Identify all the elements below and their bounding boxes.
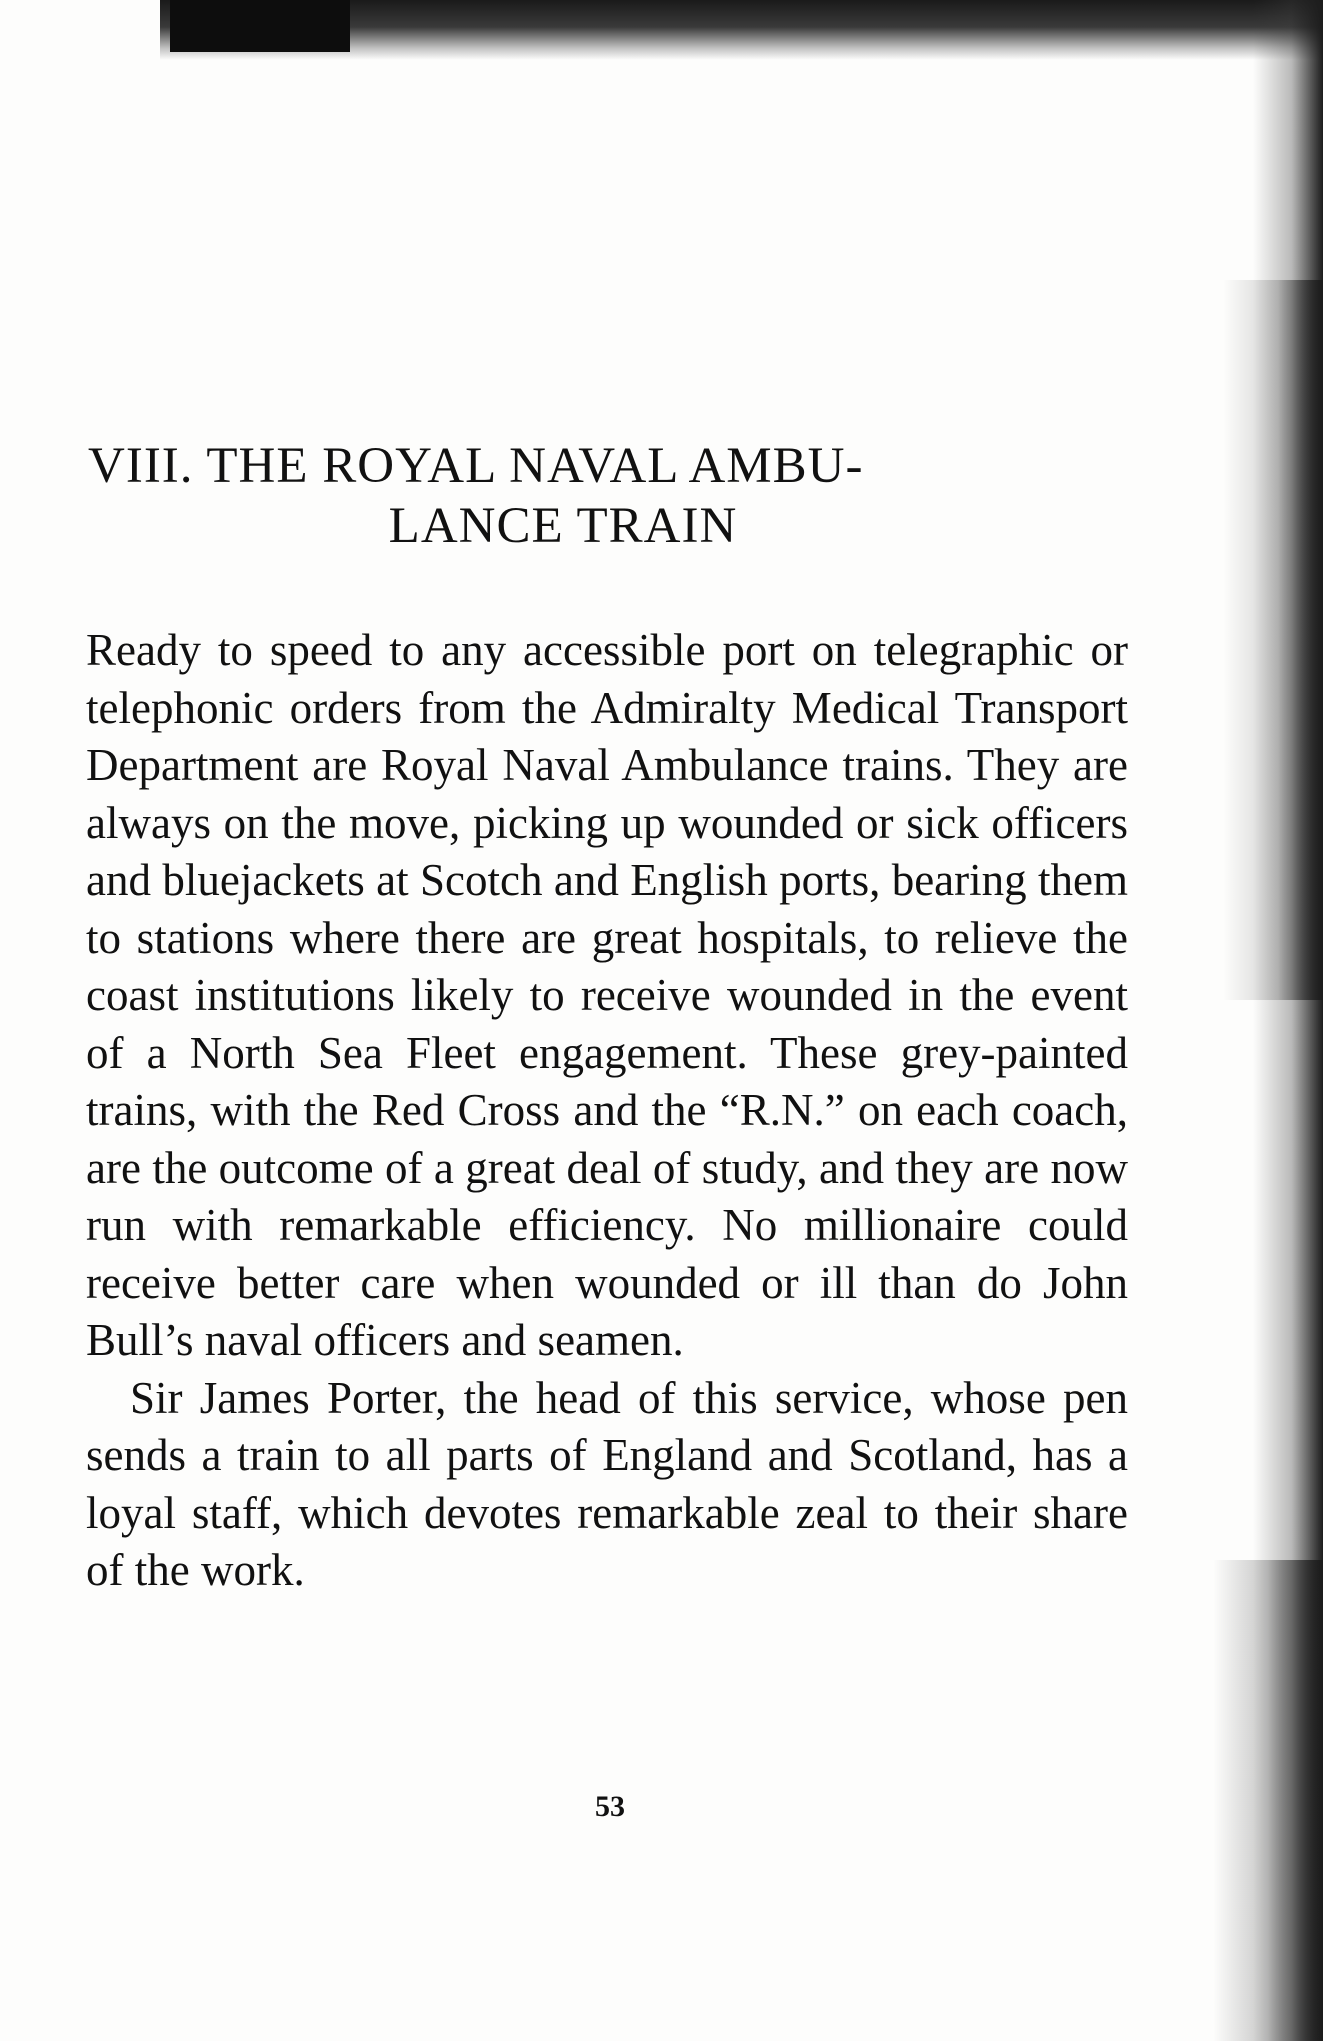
paragraph-2: Sir James Porter, the head of this service, whose pen sends a train to all parts of England and Scotland, has a loyal staff, which devotes remarkable zeal to their share of the work. (86, 1372, 1128, 1595)
chapter-body (86, 622, 1128, 1600)
page-number: 53 (595, 1790, 625, 1823)
chapter-title-line-1: VIII. THE ROYAL NAVAL AMBU- (88, 438, 864, 494)
chapter-title-line-2: LANCE TRAIN (388, 498, 738, 554)
scan-shadow-right (1253, 0, 1323, 2041)
scan-shadow-top-dark (170, 0, 350, 52)
paragraph-1: Ready to speed to any accessible port on telegraphic or telephonic orders from the Admiralty Medical Transport Department are Royal Naval Ambulance trains. They are always on the move, picking up wounded or sick officers and bluejackets at Scotch and English ports, bearing them to stations where there are great hospitals, to relieve the coast institutions likely to receive wounded in the event of a North Sea Fleet engagement. These grey-painted trains, with the Red Cross and the “R.N.” on each coach, are the outcome of a great deal of study, and they are now run with remarkable efficiency. No millionaire could receive better care when wounded or ill than do John Bull’s naval officers and seamen. (86, 625, 1128, 1365)
chapter-title (88, 436, 1128, 556)
